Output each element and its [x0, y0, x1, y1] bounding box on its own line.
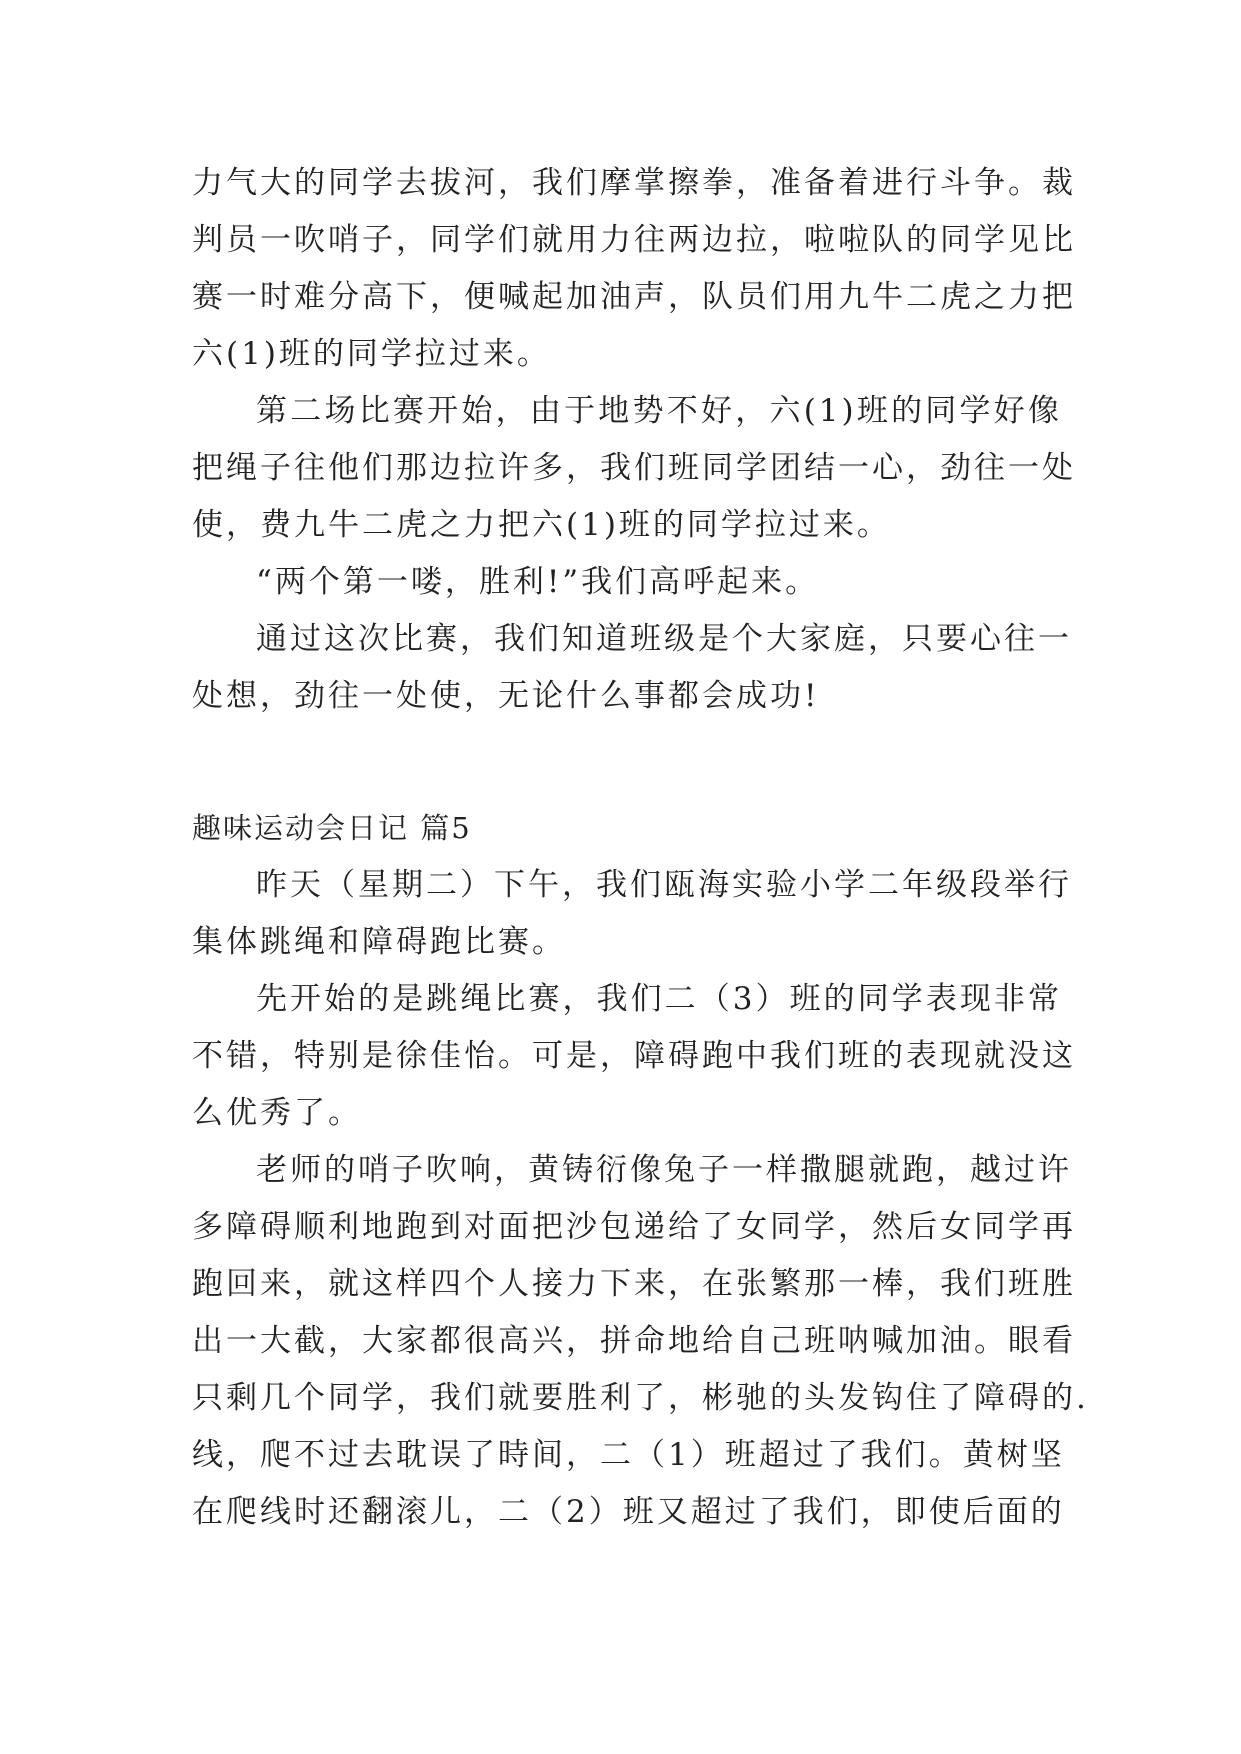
text-line: 通过这次比赛，我们知道班级是个大家庭，只要心往一 [256, 621, 1072, 657]
text-line: 老师的哨子吹响，黄铸衍像兔子一样撒腿就跑，越过许 [256, 1152, 1072, 1188]
text-line: 线，爬不过去耽误了時间，二（1）班超过了我们。黄树坚 [192, 1437, 1065, 1473]
text-line: 出一大截，大家都很高兴，拼命地给自己班呐喊加油。眼看 [192, 1323, 1076, 1359]
text-line: 跑回来，就这样四个人接力下来，在张繁那一棒，我们班胜 [192, 1266, 1076, 1302]
text-line: 使，费九牛二虎之力把六(1)班的同学拉过来。 [192, 507, 891, 543]
text-line: 只剩几个同学，我们就要胜利了，彬驰的头发钩住了障碍的. [192, 1380, 1089, 1416]
text-line: 集体跳绳和障碍跑比赛。 [192, 924, 566, 960]
text-line: 六(1)班的同学拉过来。 [192, 336, 551, 372]
text-line: 处想，劲往一处使，无论什么事都会成功! [192, 678, 820, 714]
section-1-text [192, 155, 1076, 725]
section-2-text [192, 857, 1089, 1541]
text-line: 先开始的是跳绳比赛，我们二（3）班的同学表现非常 [256, 981, 1062, 1017]
text-line: 把绳子往他们那边拉许多，我们班同学团结一心，劲往一处 [192, 450, 1076, 486]
text-line: 判员一吹哨子，同学们就用力往两边拉，啦啦队的同学见比 [192, 222, 1076, 258]
text-line: 么优秀了。 [192, 1095, 362, 1131]
text-line: 力气大的同学去拔河，我们摩掌擦拳，准备着进行斗争。裁 [192, 165, 1076, 201]
text-line: 赛一时难分高下，便喊起加油声，队员们用九牛二虎之力把 [192, 279, 1076, 315]
text-line: 不错，特别是徐佳怡。可是，障碍跑中我们班的表现就没这 [192, 1038, 1076, 1074]
section-heading: 趣味运动会日记 篇5 [192, 811, 472, 845]
text-line: 在爬线时还翻滚儿，二（2）班又超过了我们，即使后面的 [192, 1494, 1065, 1530]
text-line: 多障碍顺利地跑到对面把沙包递给了女同学，然后女同学再 [192, 1209, 1076, 1245]
text-line: 第二场比赛开始，由于地势不好，六(1)班的同学好像 [256, 393, 1062, 429]
text-line: “两个第一喽，胜利!”我们高呼起来。 [256, 564, 820, 600]
text-line: 昨天（星期二）下午，我们瓯海实验小学二年级段举行 [256, 867, 1072, 903]
